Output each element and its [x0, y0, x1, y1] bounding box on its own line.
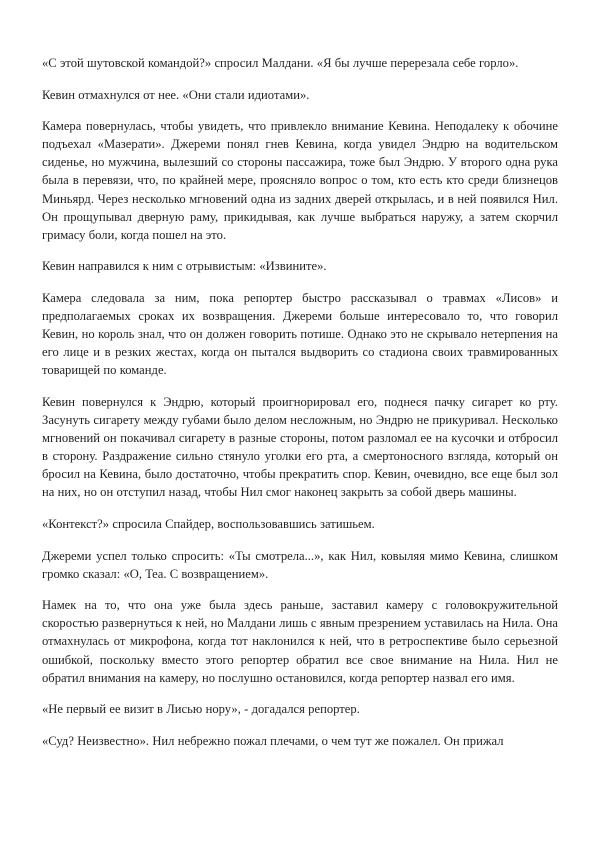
paragraph: Кевин отмахнулся от нее. «Они стали идиотами».: [42, 87, 310, 102]
paragraph: Джереми успел только спросить: «Ты смотрела...», как Нил, ковыляя мимо Кевина, слишком громко сказал: «О, Tea. С возвращением».: [42, 548, 558, 581]
paragraph: Камера следовала за ним, пока репортер быстро рассказывал о травмах «Лисов» и предполагаемых сроках их возвращения. Джереми больше интересовало то, что говорил Кевин, но король знал, что он должен говорить потише. Однако это не скрывало нетерпения на его лице и в резких жестах, когда он пытался выдворить со стадиона своих травмированных товарищей по команде.: [42, 290, 558, 378]
paragraph: Камера повернулась, чтобы увидеть, что привлекло внимание Кевина. Неподалеку к обочине подъехал «Мазерати». Джереми понял гнев Кевина, когда увидел Эндрю на водительском сиденье, но мужчина, вылезший со стороны пассажира, тоже был Эндрю. У второго одна рука была в перевязи, что, по крайней мере, проясняло вопрос о том, кто есть кто среди близнецов Миньярд. Через несколько мгновений одна из задних дверей открылась, и в ней появился Нил. Он прощупывал дверную раму, прикидывая, как лучше выбраться наружу, а затем скорчил гримасу боли, когда пошел на это.: [42, 119, 558, 242]
paragraph: «Контекст?» спросила Спайдер, воспользовавшись затишьем.: [42, 516, 375, 531]
paragraph: Кевин повернулся к Эндрю, который проигнорировал его, поднеся пачку сигарет ко рту. Засунуть сигарету между губами было делом несложным, но Эндрю не прикуривал. Несколько мгновений он покачивал сигарету в разные стороны, потом разломал ее на кусочки и отбросил в сторону. Раздражение сильно стянуло уголки его рта, а смертоносного взгляда, который он бросил на Кевина, было достаточно, чтобы прекратить спор. Кевин, очевидно, все еще был зол на них, но он отступил назад, чтобы Нил смог наконец закрыть за собой дверь машины.: [42, 394, 558, 500]
paragraph: «С этой шутовской командой?» спросил Малдани. «Я бы лучше перерезала себе горло».: [42, 56, 519, 70]
paragraph: «Не первый ее визит в Лисью нору», - догадался репортер.: [42, 702, 360, 717]
paragraph: Кевин направился к ним с отрывистым: «Извините».: [42, 259, 327, 274]
paragraph: «Суд? Неизвестно». Нил небрежно пожал плечами, о чем тут же пожалел. Он прижал: [42, 733, 504, 748]
paragraph: Намек на то, что она уже была здесь раньше, заставил камеру с головокружительной скоростью развернуться к ней, но Малдани лишь с явным презрением уставилась на Нила. Она отмахнулась от микрофона, когда тот наклонился к ней, что в ретроспективе было серьезной ошибкой, поскольку вместо этого репортер обратил все свое внимание на Нила. Нил не обратил внимания на камеру, но послушно остановился, когда репортер назвал его имя.: [42, 598, 558, 685]
body-text-column: [42, 54, 558, 850]
